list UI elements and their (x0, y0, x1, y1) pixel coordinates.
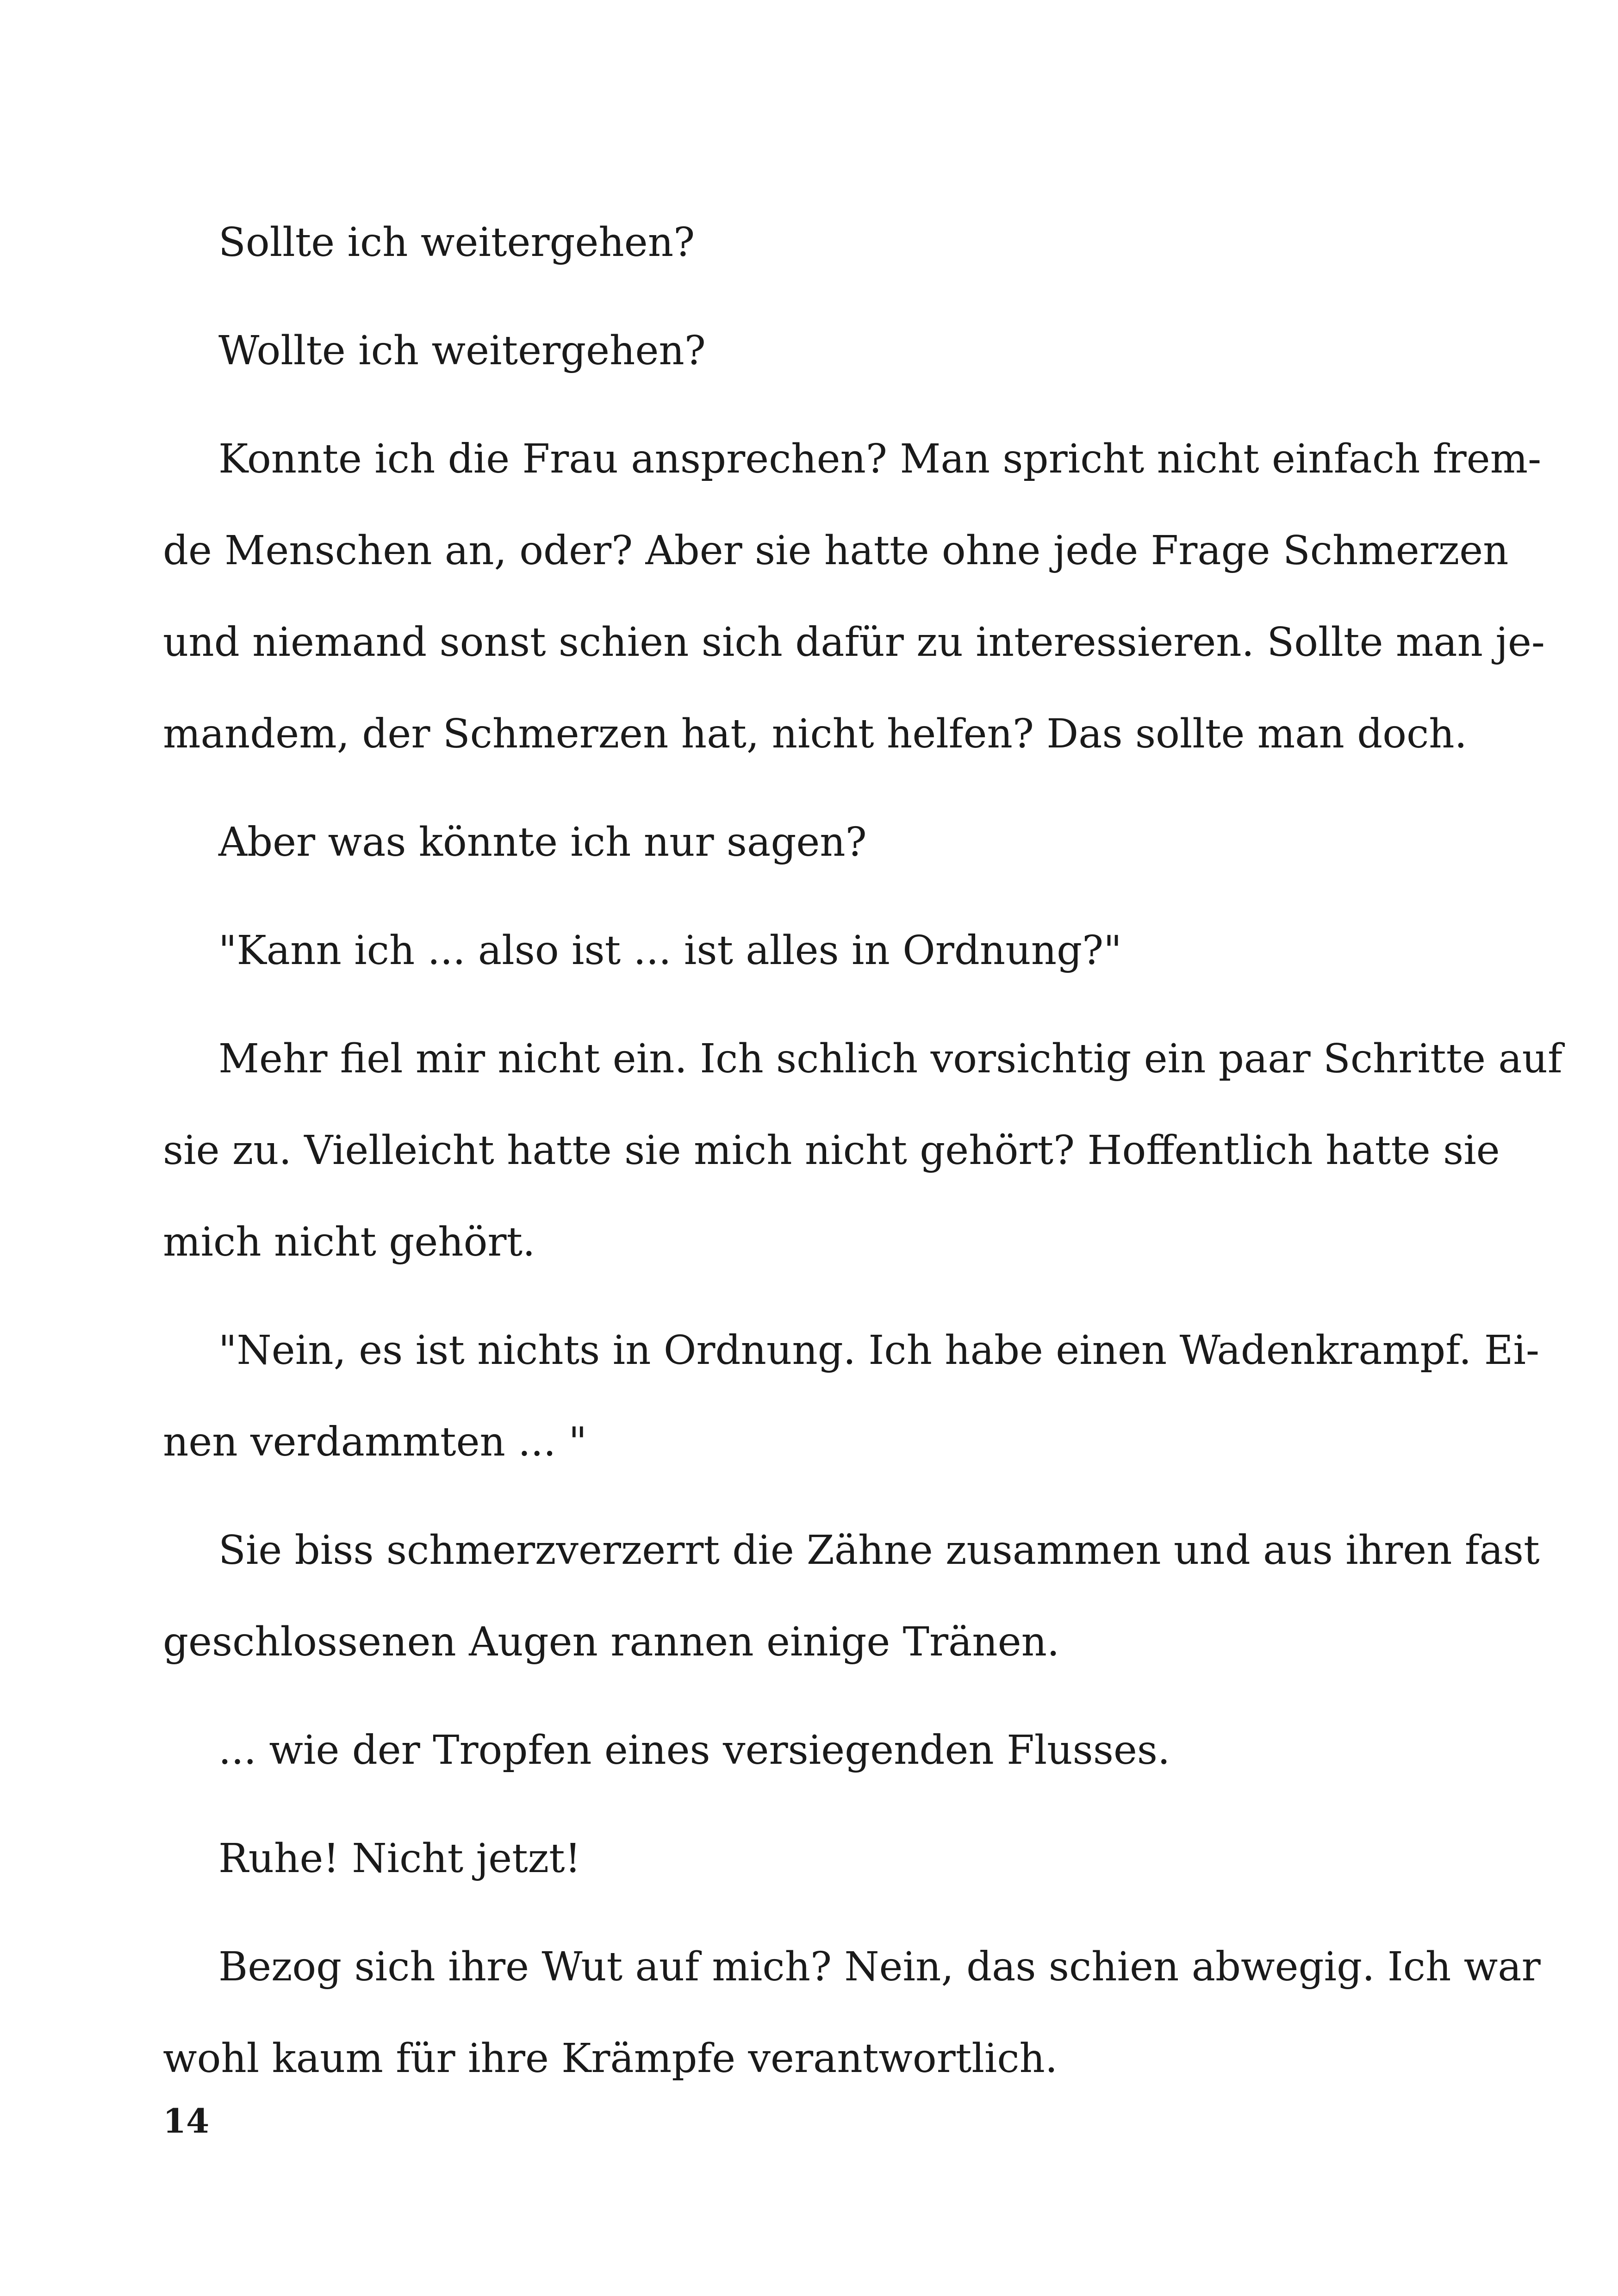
text-line: Mehr fiel mir nicht ein. Ich schlich vorsichtig ein paar Schritte auf (218, 1036, 1562, 1082)
body-text (163, 197, 1562, 2121)
text-line: Sie biss schmerzverzerrt die Zähne zusammen und aus ihren fast (218, 1527, 1540, 1574)
text-line: Ruhe! Nicht jetzt! (218, 1836, 581, 1882)
text-line: nen verdammten ... " (163, 1419, 587, 1465)
paragraph (163, 413, 1545, 780)
text-line: mandem, der Schmerzen hat, nicht helfen? Das sollte man doch. (163, 711, 1467, 757)
page-number: 14 (163, 2101, 210, 2140)
paragraph (163, 905, 1437, 996)
paragraph (163, 1505, 1540, 1688)
text-line: und niemand sonst schien sich dafür zu interessieren. Sollte man je- (163, 619, 1545, 666)
paragraph (163, 1921, 1541, 2104)
text-line: ... wie der Tropfen eines versiegenden Flusses. (218, 1727, 1170, 1773)
paragraph (163, 1705, 1437, 1796)
paragraph (163, 197, 1437, 288)
text-line: "Kann ich ... also ist ... ist alles in Ordnung?" (218, 927, 1122, 974)
text-line: Wollte ich weitergehen? (218, 328, 706, 374)
text-line: Aber was könnte ich nur sagen? (218, 819, 867, 865)
text-line: wohl kaum für ihre Krämpfe verantwortlich. (163, 2035, 1058, 2082)
text-line: sie zu. Vielleicht hatte sie mich nicht gehört? Hoffentlich hatte sie (163, 1127, 1500, 1174)
text-line: Konnte ich die Frau ansprechen? Man spricht nicht einfach frem- (218, 436, 1542, 482)
text-line: "Nein, es ist nichts in Ordnung. Ich habe einen Wadenkrampf. Ei- (218, 1327, 1540, 1374)
text-line: Bezog sich ihre Wut auf mich? Nein, das schien abwegig. Ich war (218, 1944, 1541, 1990)
paragraph (163, 1305, 1540, 1488)
paragraph (163, 1813, 1437, 1904)
paragraph (163, 796, 1437, 888)
paragraph (163, 305, 1437, 397)
text-line: geschlossenen Augen rannen einige Tränen. (163, 1619, 1060, 1665)
text-line: de Menschen an, oder? Aber sie hatte ohne jede Frage Schmerzen (163, 528, 1509, 574)
text-line: Sollte ich weitergehen? (218, 219, 695, 266)
text-line: mich nicht gehört. (163, 1219, 535, 1265)
paragraph (163, 1013, 1562, 1288)
